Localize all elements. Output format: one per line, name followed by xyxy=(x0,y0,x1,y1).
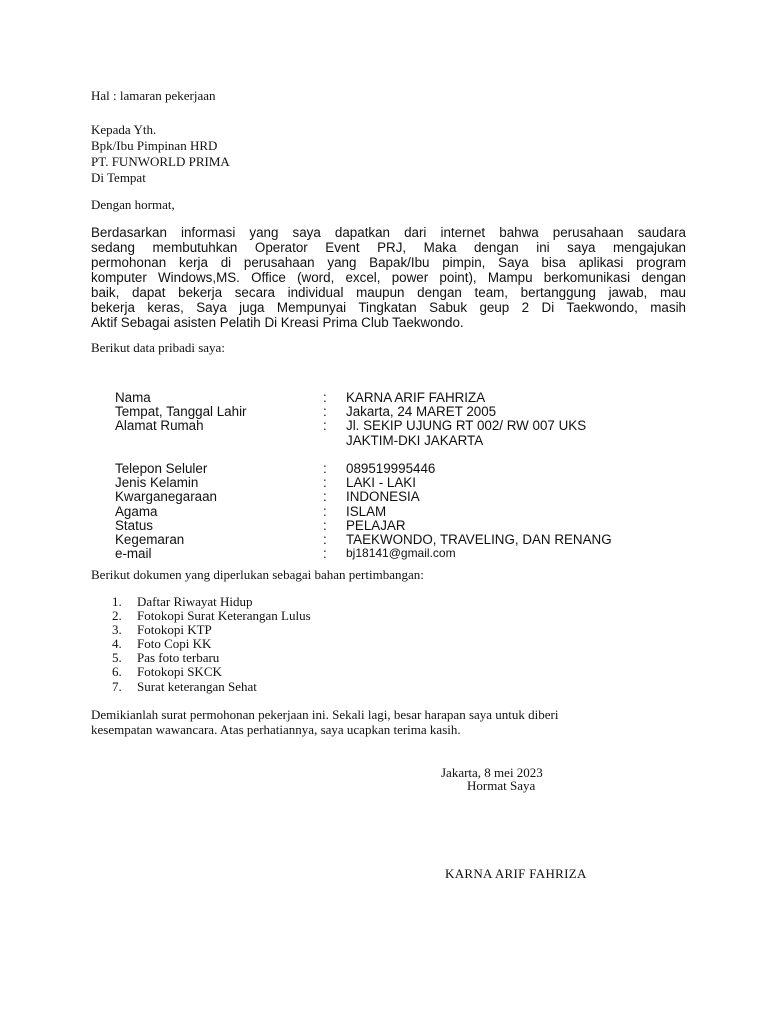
place-date: Jakarta, 8 mei 2023 xyxy=(441,765,543,780)
field-label: Alamat Rumah xyxy=(115,418,204,434)
body-line: komputer Windows,MS. Office (word, excel, power point), Mampu berkomunikasi dengan xyxy=(91,270,686,285)
closing-line: kesempatan wawancara. Atas perhatiannya, saya ucapkan terima kasih. xyxy=(91,722,461,737)
personal-row-kegemaran xyxy=(115,532,675,546)
field-colon: : xyxy=(323,418,327,434)
field-label: Jenis Kelamin xyxy=(115,475,199,491)
field-value: ISLAM xyxy=(346,503,387,519)
list-text: Pas foto terbaru xyxy=(137,650,220,666)
list-text: Fotokopi KTP xyxy=(137,622,212,638)
field-colon: : xyxy=(323,517,327,533)
personal-data-intro: Berikut data pribadi saya: xyxy=(91,340,225,355)
list-text: Fotokopi Surat Keterangan Lulus xyxy=(137,608,311,624)
personal-row-email xyxy=(115,546,675,560)
field-value: Jl. SEKIP UJUNG RT 002/ RW 007 UKS xyxy=(346,418,587,434)
field-label: Kegemaran xyxy=(115,531,185,547)
spacer xyxy=(115,447,675,461)
recipient-line: PT. FUNWORLD PRIMA xyxy=(91,154,230,169)
letter-subject: Hal : lamaran pekerjaan xyxy=(91,88,216,103)
list-number: 3. xyxy=(112,622,122,638)
field-colon: : xyxy=(323,390,327,405)
personal-row-nama xyxy=(115,390,675,404)
documents-intro: Berikut dokumen yang diperlukan sebagai bahan pertimbangan: xyxy=(91,567,424,582)
personal-row-ttl xyxy=(115,404,675,418)
field-value: KARNA ARIF FAHRIZA xyxy=(346,390,486,405)
body-line: Berdasarkan informasi yang saya dapatkan dari internet bahwa perusahaan saudara xyxy=(91,225,686,240)
field-colon: : xyxy=(323,489,327,505)
body-line: permohonan kerja di perusahaan yang Bapak/Ibu pimpin, Saya bisa aplikasi program xyxy=(91,255,686,270)
field-label: Status xyxy=(115,517,153,533)
personal-row-kwarganegaraan xyxy=(115,489,675,503)
personal-data-table xyxy=(115,390,675,560)
list-number: 7. xyxy=(112,678,122,694)
field-value: 089519995446 xyxy=(346,460,436,476)
field-value: LAKI - LAKI xyxy=(346,475,416,491)
list-text: Foto Copi KK xyxy=(137,636,212,652)
greeting: Dengan hormat, xyxy=(91,197,175,212)
field-colon: : xyxy=(323,404,327,420)
closing-line: Demikianlah surat permohonan pekerjaan ini. Sekali lagi, besar harapan saya untuk diberi xyxy=(91,707,559,722)
field-label: Tempat, Tanggal Lahir xyxy=(115,404,247,420)
list-number: 1. xyxy=(112,594,122,609)
list-number: 5. xyxy=(112,650,122,666)
list-text: Fotokopi SKCK xyxy=(137,664,222,680)
personal-row-telepon xyxy=(115,461,675,475)
list-text: Daftar Riwayat Hidup xyxy=(137,594,253,609)
field-label: Kwarganegaraan xyxy=(115,489,217,505)
field-label: Nama xyxy=(115,390,151,405)
list-number: 2. xyxy=(112,608,122,624)
email-value: bj18141@gmail.com xyxy=(346,546,456,561)
field-value: INDONESIA xyxy=(346,489,420,505)
body-line: baik, dapat bekerja secara individual maupun dengan team, bertanggung jawab, mau xyxy=(91,285,686,300)
field-label: e-mail xyxy=(115,546,152,562)
list-number: 6. xyxy=(112,664,122,680)
recipient-line: Kepada Yth. xyxy=(91,122,157,137)
field-value: JAKTIM-DKI JAKARTA xyxy=(346,432,484,448)
body-line: bekerja keras, Saya juga Mempunyai Tingkatan Sabuk geup 2 Di Taekwondo, masih xyxy=(91,300,686,315)
body-paragraph xyxy=(91,225,686,330)
signer-name: KARNA ARIF FAHRIZA xyxy=(445,866,587,881)
field-value: Jakarta, 24 MARET 2005 xyxy=(346,404,497,420)
field-value: PELAJAR xyxy=(346,517,406,533)
recipient-line: Bpk/Ibu Pimpinan HRD xyxy=(91,138,218,153)
field-colon: : xyxy=(323,475,327,491)
recipient-block xyxy=(91,122,230,186)
personal-row-status xyxy=(115,518,675,532)
field-value: TAEKWONDO, TRAVELING, DAN RENANG xyxy=(346,531,612,547)
body-line: sedang membutuhkan Operator Event PRJ, Maka dengan ini saya mengajukan xyxy=(91,240,686,255)
list-text: Surat keterangan Sehat xyxy=(137,678,257,694)
closing-paragraph xyxy=(91,707,558,737)
personal-row-kelamin xyxy=(115,475,675,489)
personal-row-agama xyxy=(115,504,675,518)
field-colon: : xyxy=(323,460,327,476)
body-line: Aktif Sebagai asisten Pelatih Di Kreasi Prima Club Taekwondo. xyxy=(91,315,464,330)
personal-row-alamat-cont xyxy=(115,433,675,447)
recipient-line: Di Tempat xyxy=(91,170,146,185)
personal-row-alamat xyxy=(115,418,675,432)
closing-salutation: Hormat Saya xyxy=(467,778,536,793)
field-label: Telepon Seluler xyxy=(115,460,208,476)
field-label: Agama xyxy=(115,503,158,519)
field-colon: : xyxy=(323,531,327,547)
field-colon: : xyxy=(323,546,327,562)
field-colon: : xyxy=(323,503,327,519)
list-number: 4. xyxy=(112,636,122,652)
